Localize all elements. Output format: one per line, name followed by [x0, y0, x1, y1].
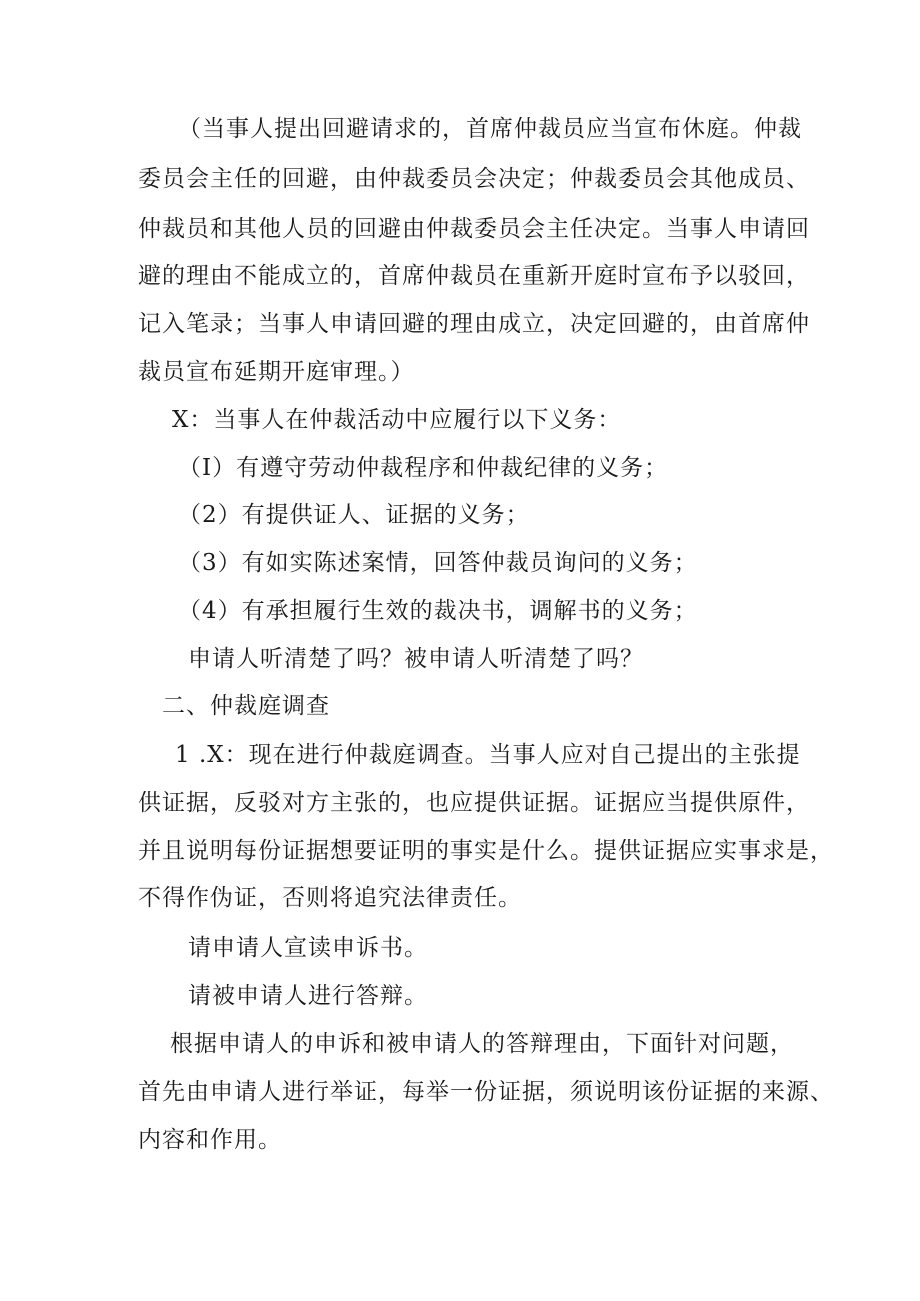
duty-item: （3）有如实陈述案情，回答仲裁员询问的义务；	[178, 550, 698, 576]
section-paragraph-line: 供证据，反驳对方主张的，也应提供证据。证据应当提供原件，	[138, 790, 810, 816]
closing-paragraph-line: 根据申请人的申诉和被申请人的答辩理由，下面针对问题，	[170, 1031, 794, 1057]
duty-item: （4）有承担履行生效的裁决书，调解书的义务；	[178, 598, 698, 624]
duty-item: （I）有遵守劳动仲裁程序和仲裁纪律的义务；	[178, 455, 669, 481]
intro-line: 记入笔录；当事人申请回避的理由成立，决定回避的，由首席仲	[138, 311, 810, 337]
duties-heading: X：当事人在仲裁活动中应履行以下义务：	[172, 407, 622, 433]
intro-line: 委员会主任的回避，由仲裁委员会决定；仲裁委员会其他成员、	[138, 166, 810, 192]
request-line: 请申请人宣读申诉书。	[188, 935, 428, 961]
section-title: 二、仲裁庭调查	[162, 693, 330, 719]
section-paragraph-line: 1 .X：现在进行仲裁庭调查。当事人应对自己提出的主张提	[175, 742, 801, 768]
section-paragraph-line: 不得作伪证，否则将追究法律责任。	[138, 885, 522, 911]
request-line: 请被申请人进行答辩。	[188, 983, 428, 1009]
confirmation-question: 申请人听清楚了吗？被申请人听清楚了吗？	[188, 646, 644, 672]
duty-item: （2）有提供证人、证据的义务；	[178, 502, 530, 528]
intro-line: 仲裁员和其他人员的回避由仲裁委员会主任决定。当事人申请回	[138, 216, 810, 242]
closing-paragraph-line: 内容和作用。	[138, 1127, 282, 1153]
intro-line: （当事人提出回避请求的，首席仲裁员应当宣布休庭。仲裁	[178, 116, 802, 142]
intro-line: 裁员宣布延期开庭审理。）	[138, 359, 415, 385]
intro-line: 避的理由不能成立的，首席仲裁员在重新开庭时宣布予以驳回，	[138, 263, 810, 289]
closing-paragraph-line: 首先由申请人进行举证，每举一份证据，须说明该份证据的来源、	[138, 1079, 834, 1105]
section-paragraph-line: 并且说明每份证据想要证明的事实是什么。提供证据应实事求是，	[138, 838, 834, 864]
